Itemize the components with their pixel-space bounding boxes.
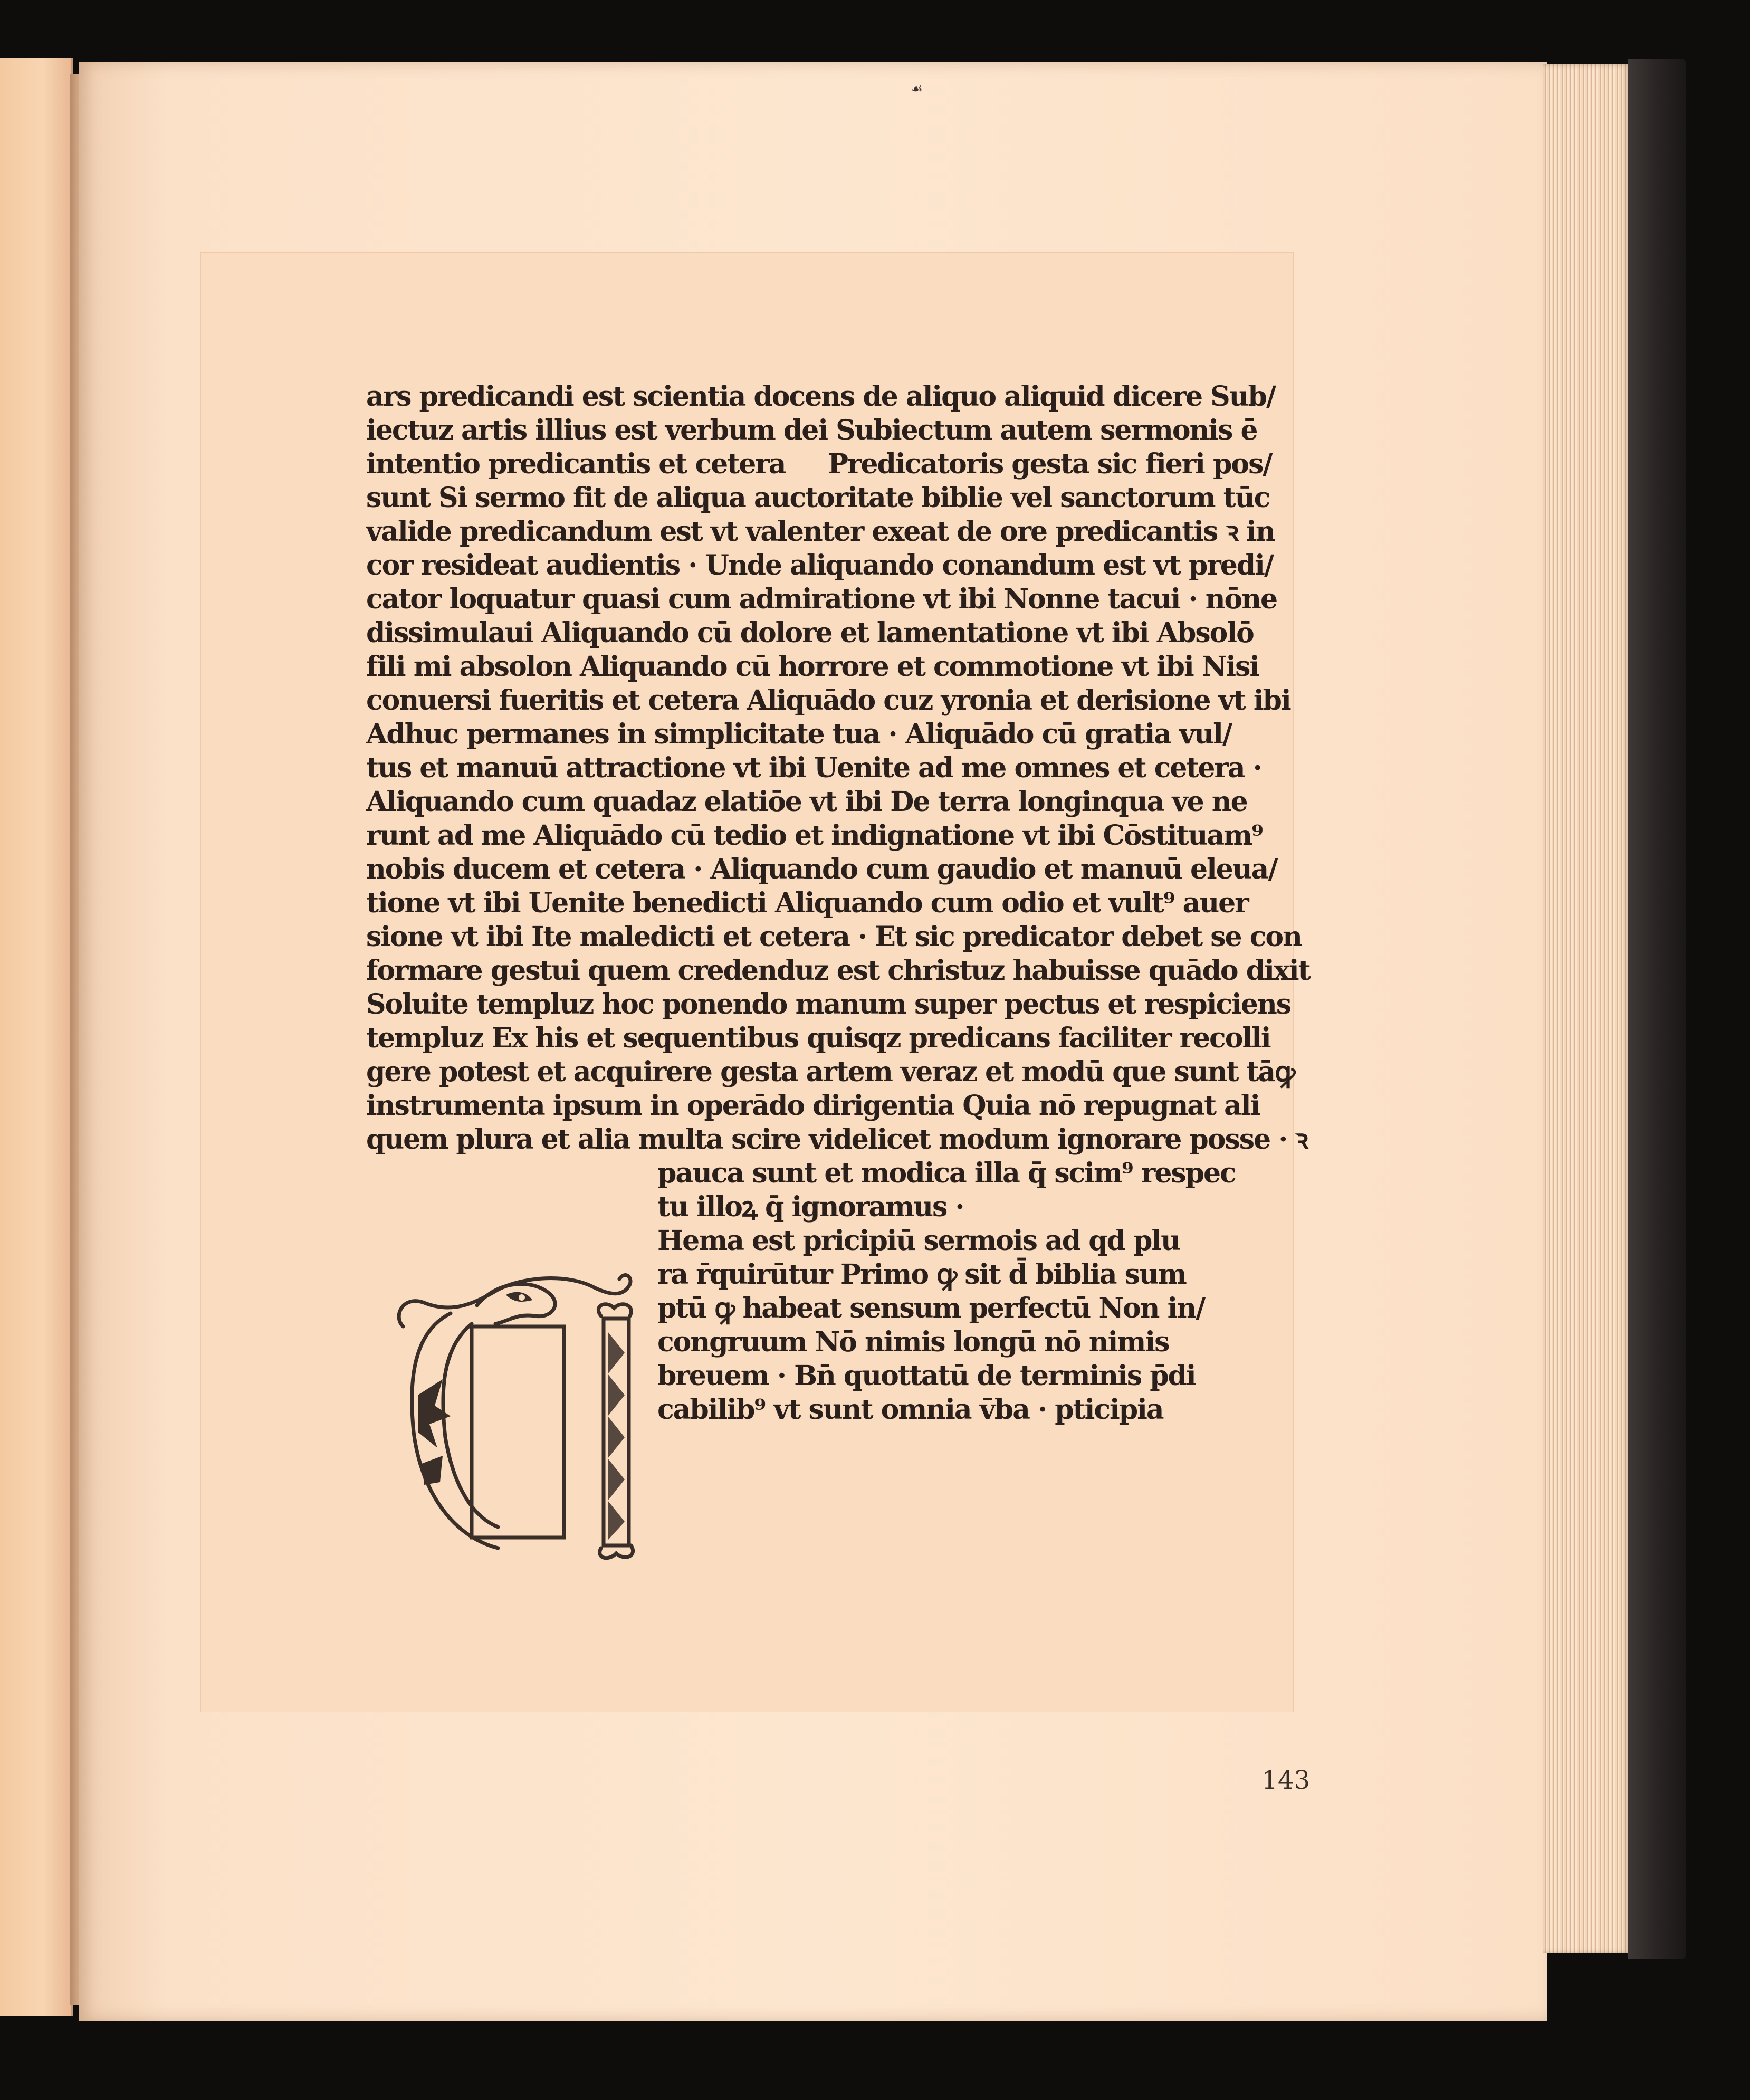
- text-line: templuz Ex his et sequentibus quisqz predicans faciliter recolli: [366, 1022, 1270, 1054]
- text-line: quem plura et alia multa scire videlicet modum ignorare posse · ꝛ: [366, 1123, 1308, 1156]
- text-line: valide predicandum est vt valenter exeat de ore predicantis ꝛ in: [366, 516, 1275, 548]
- text-line-indented: Hema est pricipiū sermois ad qd plu: [657, 1225, 1180, 1257]
- text-line: sunt Si sermo fit de aliqua auctoritate biblie vel sanctorum tūc: [366, 482, 1270, 514]
- text-line-indented: tu illoꝝ q̄ ignoramus ·: [657, 1191, 964, 1223]
- ornament-mark: ☙: [911, 81, 923, 97]
- text-line: fili mi absolon Aliquando cū horrore et commotione vt ibi Nisi: [366, 651, 1259, 683]
- text-line: nobis ducem et cetera · Aliquando cum gaudio et manuū eleua/: [366, 853, 1277, 885]
- text-line: runt ad me Aliquādo cū tedio et indignatione vt ibi Cōstituam⁹: [366, 819, 1263, 852]
- text-line: Aliquando cum quadaz elatiōe vt ibi De terra longinqua ve ne: [366, 786, 1247, 818]
- page-number: 143: [1261, 1765, 1310, 1795]
- text-line-indented: congruum Nō nimis longū nō nimis: [657, 1326, 1169, 1358]
- text-line: cor resideat audientis · Unde aliquando conandum est vt predi/: [366, 549, 1273, 581]
- text-line: dissimulaui Aliquando cū dolore et lamentatione vt ibi Absolō: [366, 617, 1254, 649]
- text-line-indented: cabilib⁹ vt sunt omnia v̄ba · pticipia: [657, 1393, 1163, 1426]
- text-line: intentio predicantis et cetera Predicatoris gesta sic fieri pos/: [366, 448, 1272, 480]
- text-line: tus et manuū attractione vt ibi Uenite ad me omnes et cetera ·: [366, 752, 1261, 784]
- text-line: formare gestui quem credenduz est christuz habuisse quādo dixit: [366, 954, 1310, 987]
- decorated-initial-icon: [393, 1274, 651, 1559]
- text-line: gere potest et acquirere gesta artem veraz et modū que sunt tāꝙ: [366, 1056, 1295, 1088]
- text-line: iectuz artis illius est verbum dei Subiectum autem sermonis ē: [366, 414, 1257, 446]
- text-line: Soluite templuz hoc ponendo manum super pectus et respiciens: [366, 988, 1291, 1020]
- left-page-edge: [0, 58, 73, 2016]
- text-line: tione vt ibi Uenite benedicti Aliquando cum odio et vult⁹ auer: [366, 887, 1248, 919]
- text-line: cator loquatur quasi cum admiratione vt ibi Nonne tacui · nōne: [366, 583, 1277, 615]
- text-line-indented: ptū ꝙ habeat sensum perfectū Non in/: [657, 1292, 1205, 1324]
- text-line: instrumenta ipsum in operādo dirigentia Quia nō repugnat ali: [366, 1090, 1260, 1122]
- page-edges: [1543, 64, 1630, 1953]
- text-line: Adhuc permanes in simplicitate tua · Aliquādo cū gratia vul/: [366, 718, 1231, 750]
- text-line: sione vt ibi Ite maledicti et cetera · Et sic predicator debet se con: [366, 921, 1302, 953]
- book-cover: [1628, 59, 1686, 1959]
- text-line: conuersi fueritis et cetera Aliquādo cuz yronia et derisione vt ibi: [366, 684, 1290, 717]
- text-line: ars predicandi est scientia docens de aliquo aliquid dicere Sub/: [366, 380, 1275, 413]
- text-line-indented: ra r̄quirūtur Primo ꝙ sit d̄ biblia sum: [657, 1258, 1186, 1291]
- text-line-indented: pauca sunt et modica illa q̄ scim⁹ respec: [657, 1157, 1236, 1189]
- text-line-indented: breuem · Bn̄ quottatū de terminis p̄di: [657, 1360, 1196, 1392]
